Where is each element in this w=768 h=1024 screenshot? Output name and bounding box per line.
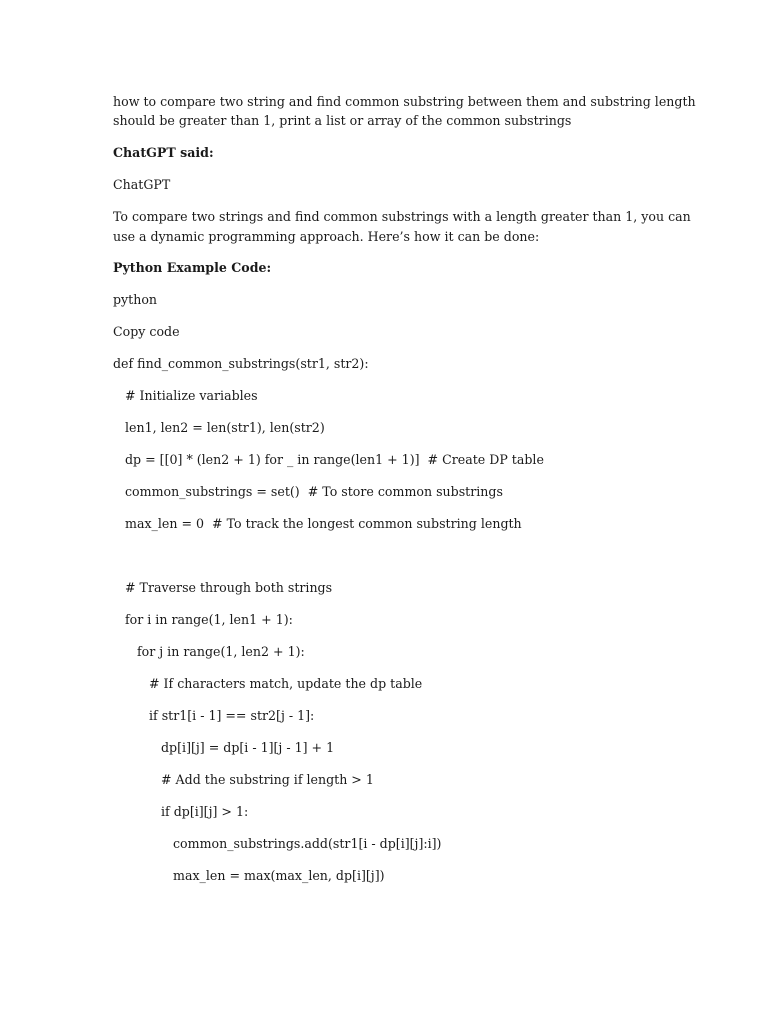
- chatgpt-said-heading: ChatGPT said:: [113, 145, 214, 160]
- code-line: dp = [[0] * (len2 + 1) for _ in range(len1 + 1)] # Create DP table: [125, 452, 544, 467]
- code-line: # Add the substring if length > 1: [161, 772, 374, 787]
- code-line: # Traverse through both strings: [125, 580, 333, 595]
- intro-line-1: To compare two strings and find common substrings with a length greater than 1, you can: [113, 209, 691, 224]
- code-line: if dp[i][j] > 1:: [161, 804, 249, 819]
- prompt-line-2: should be greater than 1, print a list or array of the common substrings: [113, 113, 572, 128]
- code-line: common_substrings = set() # To store common substrings: [125, 484, 503, 499]
- code-line: max_len = max(max_len, dp[i][j]): [173, 868, 385, 883]
- chatgpt-label: ChatGPT: [113, 177, 171, 192]
- copy-code-text: Copy code: [113, 324, 180, 339]
- code-line: # If characters match, update the dp table: [149, 676, 423, 691]
- code-line: for i in range(1, len1 + 1):: [125, 612, 293, 627]
- code-line: max_len = 0 # To track the longest common substring length: [125, 516, 522, 531]
- code-line: # Initialize variables: [125, 388, 258, 403]
- code-line: dp[i][j] = dp[i - 1][j - 1] + 1: [161, 740, 335, 755]
- code-line: common_substrings.add(str1[i - dp[i][j]:i]): [173, 836, 442, 851]
- code-line: for j in range(1, len2 + 1):: [137, 644, 305, 659]
- code-line: len1, len2 = len(str1), len(str2): [125, 420, 325, 435]
- code-language-label: python: [113, 292, 158, 307]
- intro-line-2: use a dynamic programming approach. Here’s how it can be done:: [113, 229, 540, 244]
- code-line: def find_common_substrings(str1, str2):: [113, 356, 369, 371]
- code-line: if str1[i - 1] == str2[j - 1]:: [149, 708, 315, 723]
- prompt-line-1: how to compare two string and find common substring between them and substring length: [113, 94, 696, 109]
- section-heading: Python Example Code:: [113, 260, 272, 275]
